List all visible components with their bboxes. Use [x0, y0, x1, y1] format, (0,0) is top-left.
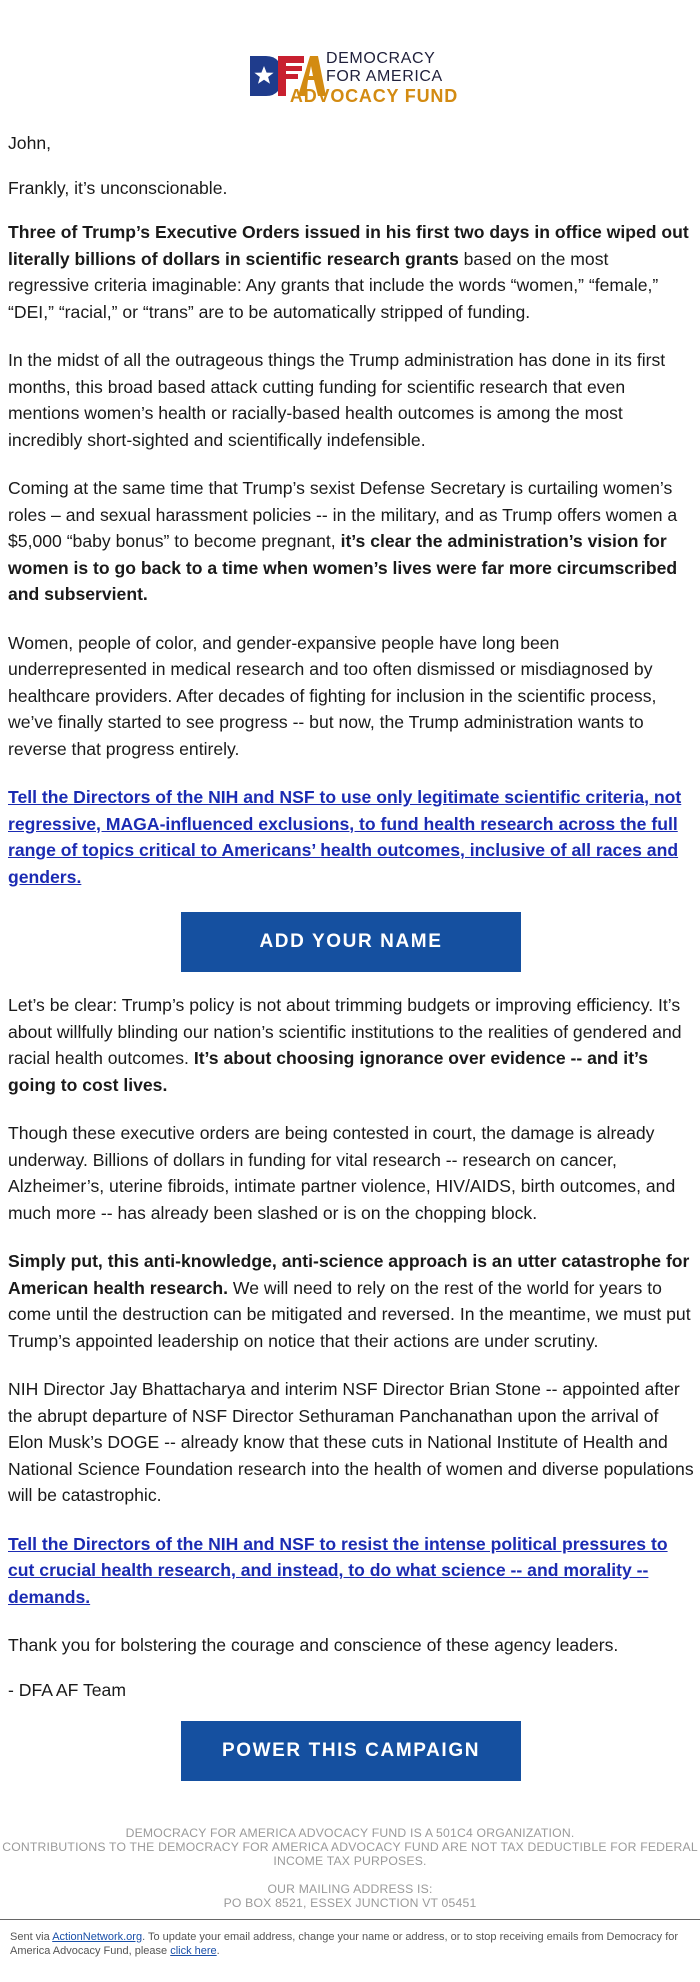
paragraph-lets-be-clear — [8, 992, 694, 1098]
sent-via-label: Sent via — [10, 1931, 53, 1943]
footer-mail-label: OUR MAILING ADDRESS IS: — [267, 1882, 433, 1896]
intro-paragraph: Frankly, it’s unconscionable. — [8, 177, 228, 198]
dfa-af-logo[interactable] — [248, 50, 458, 106]
footer-mail-address: PO BOX 8521, ESSEX JUNCTION VT 05451 — [223, 1896, 477, 1910]
petition-link-resist[interactable]: Tell the Directors of the NIH and NSF to resist the intense political pressures to cut crucial health research, and instead, to do what science -- and morality -- demands. — [8, 1533, 668, 1607]
logo-line-advocacy-fund: ADVOCACY FUND — [289, 86, 458, 106]
lets-be-clear-text: Let’s be clear: Trump’s policy is not about trimming budgets or improving efficiency. It’s about willfully blinding our nation’s scientific institutions to the realities of gendered and racial health outcomes. — [8, 995, 682, 1068]
thank-you: Thank you for bolstering the courage and conscience of these agency leaders. — [8, 1635, 619, 1655]
footer-mailing — [0, 1882, 700, 1910]
logo-line-democracy: DEMOCRACY — [326, 50, 436, 67]
catastrophe-bold: Simply put, this anti-knowledge, anti-science approach is an utter catastrophe for American health research. — [8, 1251, 690, 1298]
actionnetwork-link[interactable]: ActionNetwork.org — [52, 1931, 143, 1943]
paragraph-defense-secretary — [8, 475, 694, 608]
add-your-name-button[interactable]: ADD YOUR NAME — [181, 912, 521, 972]
paragraph-directors: NIH Director Jay Bhattacharya and interim NSF Director Brian Stone -- appointed after the abrupt departure of NSF Director Sethuraman Panchanathan upon the arrival of Elon Musk’s DOGE -- already know that these cuts in National Institute of Health and National Science Foundation research into the health of women and diverse populations will be catastrophic. — [8, 1379, 694, 1505]
sent-via-bar — [0, 1919, 700, 1958]
catastrophe-rest: We will need to rely on the rest of the world for years to come until the destruction can be mitigated and reversed. In the meantime, we must put Trump’s appointed leadership on notice that their actions are under scrutiny. — [8, 1277, 691, 1351]
email-body — [8, 130, 694, 1801]
lets-be-clear-bold: It’s about choosing ignorance over evidence -- and it’s going to cost lives. — [8, 1048, 649, 1095]
sent-via-text: . To update your email address, change your name or address, or to stop receiving emails from Democracy for America Advocacy Fund, please — [10, 1931, 679, 1957]
executive-orders-rest: based on the most regressive criteria imaginable: Any grants that include the words “women,” “female,” “DEI,” “racial,” or “trans” are to be automatically stripped of funding. — [8, 248, 659, 322]
footer-disclaimer — [0, 1826, 700, 1868]
defense-secretary-bold: it’s clear the administration’s vision for women is to go back to a time when women’s lives were far more circumscribed and subservient. — [8, 531, 678, 604]
signoff: - DFA AF Team — [8, 1679, 126, 1700]
paragraph-underrepresented: Women, people of color, and gender-expansive people have long been underrepresented in medical research and too often dismissed or misdiagnosed by healthcare providers. After decades of fighting for inclusion in the scientific process, we’ve finally started to see progress -- but now, the Trump administration wants to reverse that progress entirely. — [8, 632, 657, 759]
add-name-button-wrap — [8, 912, 694, 972]
greeting: John, — [8, 133, 52, 153]
footer-org-line: DEMOCRACY FOR AMERICA ADVOCACY FUND IS A 501C4 ORGANIZATION. — [125, 1826, 575, 1840]
paragraph-broad-attack: In the midst of all the outrageous things the Trump administration has done in its first months, this broad based attack cutting funding for scientific research that even mentions women’s health or racially-based health outcomes is among the most incredibly short-sighted and scientifically indefensible. — [8, 350, 666, 450]
unsubscribe-click-here-link[interactable]: click here — [170, 1945, 217, 1957]
defense-secretary-text: Coming at the same time that Trump’s sexist Defense Secretary is curtailing women’s roles – and sexual harassment policies -- in the military, and as Trump offers women a $5,000 “baby bonus” to become pregnant, — [8, 478, 678, 551]
paragraph-catastrophe — [8, 1248, 694, 1354]
paragraph-petition-link-1 — [8, 784, 694, 890]
paragraph-petition-link-2 — [8, 1531, 694, 1611]
paragraph-court: Though these executive orders are being contested in court, the damage is already underway. Billions of dollars in funding for vital research -- research on cancer, Alzheimer’s, uterine fibroids, intimate partner violence, HIV/AIDS, birth outcomes, and much more -- has already been slashed or is on the chopping block. — [8, 1123, 676, 1223]
petition-link-criteria[interactable]: Tell the Directors of the NIH and NSF to use only legitimate scientific criteria, not regressive, MAGA-influenced exclusions, to fund health research across the full range of topics critical to Americans’ health outcomes, inclusive of all races and genders. — [8, 787, 682, 887]
footer-tax-line: CONTRIBUTIONS TO THE DEMOCRACY FOR AMERICA ADVOCACY FUND ARE NOT TAX DEDUCTIBLE FOR FEDERAL INCOME TAX PURPOSES. — [2, 1840, 698, 1868]
logo-line-for-america: FOR AMERICA — [326, 68, 443, 85]
sent-via-period: . — [216, 1945, 220, 1957]
power-this-campaign-button[interactable]: POWER THIS CAMPAIGN — [181, 1721, 521, 1781]
executive-orders-bold: Three of Trump’s Executive Orders issued in his first two days in office wiped out literally billions of dollars in scientific research grants — [8, 222, 689, 269]
paragraph-executive-orders — [8, 219, 694, 325]
legal-footer — [0, 1826, 700, 1924]
power-campaign-button-wrap — [8, 1721, 694, 1781]
